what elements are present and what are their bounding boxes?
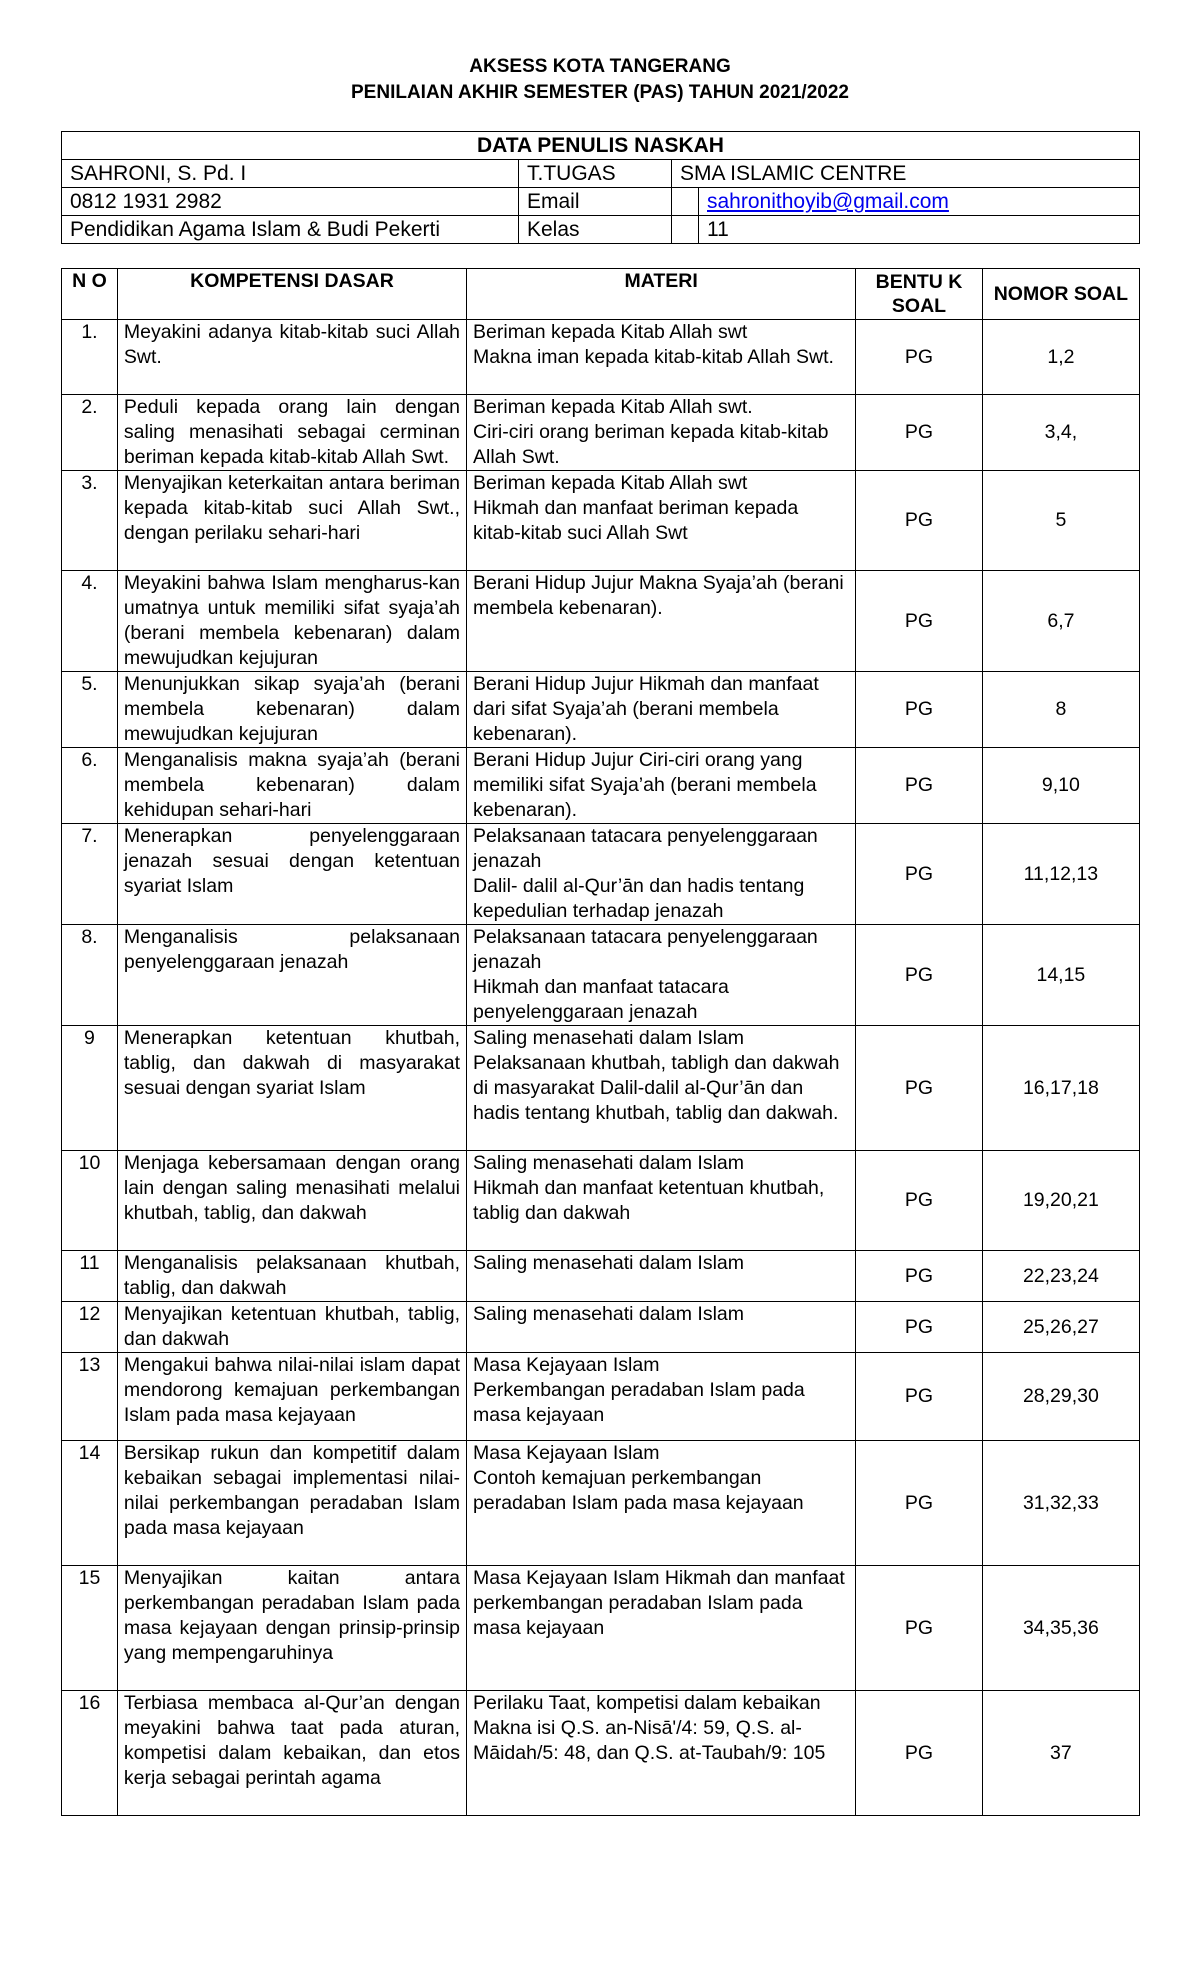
bentuk-soal-cell: PG [856,1302,983,1353]
bentuk-soal-cell: PG [856,395,983,471]
kompetensi-dasar-cell: Menganalisis makna syaja’ah (berani membela kebenaran) dalam kehidupan sehari-hari [117,748,466,824]
materi-cell [467,1441,856,1566]
table-row [62,1151,1140,1251]
materi-line: Hikmah dan manfaat beriman kepada kitab-kitab suci Allah Swt [473,497,799,544]
row-number: 2. [62,395,118,471]
materi-line: Saling menasehati dalam Islam [473,1027,744,1049]
nomor-soal-cell: 16,17,18 [982,1026,1139,1151]
col-header-nomor: NOMOR SOAL [982,269,1139,320]
nomor-soal-cell: 11,12,13 [982,824,1139,925]
nomor-soal-cell: 31,32,33 [982,1441,1139,1566]
row-number: 4. [62,571,118,672]
nomor-soal-cell: 6,7 [982,571,1139,672]
header-line-1: AKSESS KOTA TANGERANG [469,56,731,77]
materi-cell [467,1353,856,1441]
phone-number: 0812 1931 2982 [62,188,519,216]
bentuk-soal-cell: PG [856,1353,983,1441]
table-row [62,824,1140,925]
materi-line: Makna iman kepada kitab-kitab Allah Swt. [473,346,834,368]
materi-line: Masa Kejayaan Islam [473,1354,660,1376]
row-number: 3. [62,471,118,571]
materi-cell [467,925,856,1026]
col-header-no: N O [62,269,118,320]
kompetensi-dasar-cell: Meyakini bahwa Islam mengharus-kan umatnya untuk memiliki sifat syaja’ah (berani membela kebenaran) dalam mewujudkan kejujuran [117,571,466,672]
author-data-table [61,131,1140,244]
table-row [62,1353,1140,1441]
materi-line: Beriman kepada Kitab Allah swt [473,472,748,494]
materi-line: Berani Hidup Jujur Hikmah dan manfaat dari sifat Syaja’ah (berani membela kebenaran). [473,673,819,745]
materi-line: Ciri-ciri orang beriman kepada kitab-kitab Allah Swt. [473,421,829,468]
row-number: 13 [62,1353,118,1441]
bentuk-soal-cell: PG [856,1691,983,1816]
materi-line: Berani Hidup Jujur Makna Syaja’ah (berani membela kebenaran). [473,572,844,619]
col-header-kd: KOMPETENSI DASAR [117,269,466,320]
kompetensi-table [61,268,1140,1816]
email-link[interactable]: sahronithoyib@gmail.com [699,188,1140,216]
kompetensi-dasar-cell: Menyajikan keterkaitan antara beriman kepada kitab-kitab suci Allah Swt., dengan perilaku sehari-hari [117,471,466,571]
bentuk-soal-cell: PG [856,748,983,824]
materi-line: Saling menasehati dalam Islam [473,1303,744,1325]
nomor-soal-cell: 9,10 [982,748,1139,824]
row-number: 10 [62,1151,118,1251]
nomor-soal-cell: 8 [982,672,1139,748]
table-row [62,672,1140,748]
table-row [62,748,1140,824]
materi-cell [467,471,856,571]
materi-line: Masa Kejayaan Islam [473,1442,660,1464]
bentuk-soal-cell: PG [856,1566,983,1691]
materi-cell [467,1691,856,1816]
nomor-soal-cell: 28,29,30 [982,1353,1139,1441]
materi-line: Hikmah dan manfaat ketentuan khutbah, tablig dan dakwah [473,1177,825,1224]
materi-line: Masa Kejayaan Islam Hikmah dan manfaat perkembangan peradaban Islam pada masa kejayaan [473,1567,845,1639]
row-number: 1. [62,320,118,395]
kelas-label: Kelas [519,216,672,244]
materi-cell [467,320,856,395]
kompetensi-dasar-cell: Peduli kepada orang lain dengan saling menasihati sebagai cerminan beriman kepada kitab-kitab Allah Swt. [117,395,466,471]
email-label: Email [519,188,672,216]
row-number: 16 [62,1691,118,1816]
subject-name: Pendidikan Agama Islam & Budi Pekerti [62,216,519,244]
bentuk-soal-cell: PG [856,1441,983,1566]
kompetensi-dasar-cell: Menyajikan kaitan antara perkembangan peradaban Islam pada masa kejayaan dengan prinsip-prinsip yang mempengaruhinya [117,1566,466,1691]
row-number: 14 [62,1441,118,1566]
col-header-materi: MATERI [467,269,856,320]
materi-cell [467,571,856,672]
table-row [62,1026,1140,1151]
table-row [62,1566,1140,1691]
bentuk-soal-cell: PG [856,1251,983,1302]
materi-line: Saling menasehati dalam Islam [473,1152,744,1174]
nomor-soal-cell: 14,15 [982,925,1139,1026]
ttugas-label: T.TUGAS [519,160,672,188]
kompetensi-dasar-cell: Terbiasa membaca al-Qur’an dengan meyakini bahwa taat pada aturan, kompetisi dalam kebaikan, dan etos kerja sebagai perintah agama [117,1691,466,1816]
materi-line: Pelaksanaan tatacara penyelenggaraan jenazah [473,926,818,973]
materi-cell [467,672,856,748]
bentuk-soal-cell: PG [856,471,983,571]
col-header-bentuk: BENTU K SOAL [856,269,983,320]
materi-line: Beriman kepada Kitab Allah swt. [473,396,753,418]
table-row [62,320,1140,395]
kompetensi-dasar-cell: Meyakini adanya kitab-kitab suci Allah Swt. [117,320,466,395]
kompetensi-dasar-cell: Menjaga kebersamaan dengan orang lain dengan saling menasihati melalui khutbah, tablig, dan dakwah [117,1151,466,1251]
kompetensi-dasar-cell: Menganalisis pelaksanaan penyelenggaraan jenazah [117,925,466,1026]
materi-line: Pelaksanaan khutbah, tabligh dan dakwah di masyarakat Dalil-dalil al-Qur’ān dan hadis tentang khutbah, tablig dan dakwah. [473,1052,840,1124]
bentuk-soal-cell: PG [856,1026,983,1151]
nomor-soal-cell: 34,35,36 [982,1566,1139,1691]
row-number: 15 [62,1566,118,1691]
nomor-soal-cell: 5 [982,471,1139,571]
row-number: 11 [62,1251,118,1302]
materi-line: Contoh kemajuan perkembangan peradaban Islam pada masa kejayaan [473,1467,804,1514]
author-table-title: DATA PENULIS NASKAH [62,132,1140,160]
materi-line: Saling menasehati dalam Islam [473,1252,744,1274]
materi-line: Berani Hidup Jujur Ciri-ciri orang yang memiliki sifat Syaja’ah (berani membela kebenaran). [473,749,817,821]
bentuk-soal-cell: PG [856,1151,983,1251]
nomor-soal-cell: 1,2 [982,320,1139,395]
kompetensi-dasar-cell: Mengakui bahwa nilai-nilai islam dapat mendorong kemajuan perkembangan Islam pada masa kejayaan [117,1353,466,1441]
empty-cell [672,188,699,216]
kompetensi-dasar-cell: Menganalisis pelaksanaan khutbah, tablig, dan dakwah [117,1251,466,1302]
bentuk-soal-cell: PG [856,571,983,672]
table-row [62,1441,1140,1566]
table-row [62,471,1140,571]
materi-line: Beriman kepada Kitab Allah swt [473,321,748,343]
nomor-soal-cell: 19,20,21 [982,1151,1139,1251]
bentuk-soal-cell: PG [856,320,983,395]
materi-cell [467,1151,856,1251]
materi-line: Dalil- dalil al-Qur’ān dan hadis tentang kepedulian terhadap jenazah [473,875,805,922]
row-number: 9 [62,1026,118,1151]
row-number: 7. [62,824,118,925]
kelas-value: 11 [699,216,1140,244]
table-row [62,395,1140,471]
nomor-soal-cell: 25,26,27 [982,1302,1139,1353]
materi-cell [467,748,856,824]
materi-cell [467,1302,856,1353]
materi-cell [467,395,856,471]
row-number: 5. [62,672,118,748]
author-name: SAHRONI, S. Pd. I [62,160,519,188]
bentuk-soal-cell: PG [856,672,983,748]
table-row [62,1302,1140,1353]
materi-cell [467,1251,856,1302]
bentuk-soal-cell: PG [856,925,983,1026]
materi-line: Hikmah dan manfaat tatacara penyelenggaraan jenazah [473,976,729,1023]
materi-line: Perilaku Taat, kompetisi dalam kebaikan Makna isi Q.S. an-Nisā'/4: 59, Q.S. al-Māidah/5: 48, dan Q.S. at-Taubah/9: 105 [473,1692,826,1764]
kompetensi-dasar-cell: Menyajikan ketentuan khutbah, tablig, dan dakwah [117,1302,466,1353]
school-name: SMA ISLAMIC CENTRE [672,160,1140,188]
materi-cell [467,824,856,925]
table-row [62,1691,1140,1816]
header-line-2: PENILAIAN AKHIR SEMESTER (PAS) TAHUN 2021/2022 [351,82,849,103]
materi-line: Perkembangan peradaban Islam pada masa kejayaan [473,1379,805,1426]
row-number: 8. [62,925,118,1026]
row-number: 6. [62,748,118,824]
table-row [62,925,1140,1026]
materi-line: Pelaksanaan tatacara penyelenggaraan jenazah [473,825,818,872]
kompetensi-dasar-cell: Menerapkan penyelenggaraan jenazah sesuai dengan ketentuan syariat Islam [117,824,466,925]
materi-cell [467,1026,856,1151]
empty-cell [672,216,699,244]
nomor-soal-cell: 37 [982,1691,1139,1816]
kompetensi-dasar-cell: Bersikap rukun dan kompetitif dalam kebaikan sebagai implementasi nilai-nilai perkembangan peradaban Islam pada masa kejayaan [117,1441,466,1566]
nomor-soal-cell: 22,23,24 [982,1251,1139,1302]
kompetensi-dasar-cell: Menerapkan ketentuan khutbah, tablig, dan dakwah di masyarakat sesuai dengan syariat Islam [117,1026,466,1151]
table-row [62,1251,1140,1302]
materi-cell [467,1566,856,1691]
bentuk-soal-cell: PG [856,824,983,925]
nomor-soal-cell: 3,4, [982,395,1139,471]
kompetensi-dasar-cell: Menunjukkan sikap syaja’ah (berani membela kebenaran) dalam mewujudkan kejujuran [117,672,466,748]
row-number: 12 [62,1302,118,1353]
table-row [62,571,1140,672]
